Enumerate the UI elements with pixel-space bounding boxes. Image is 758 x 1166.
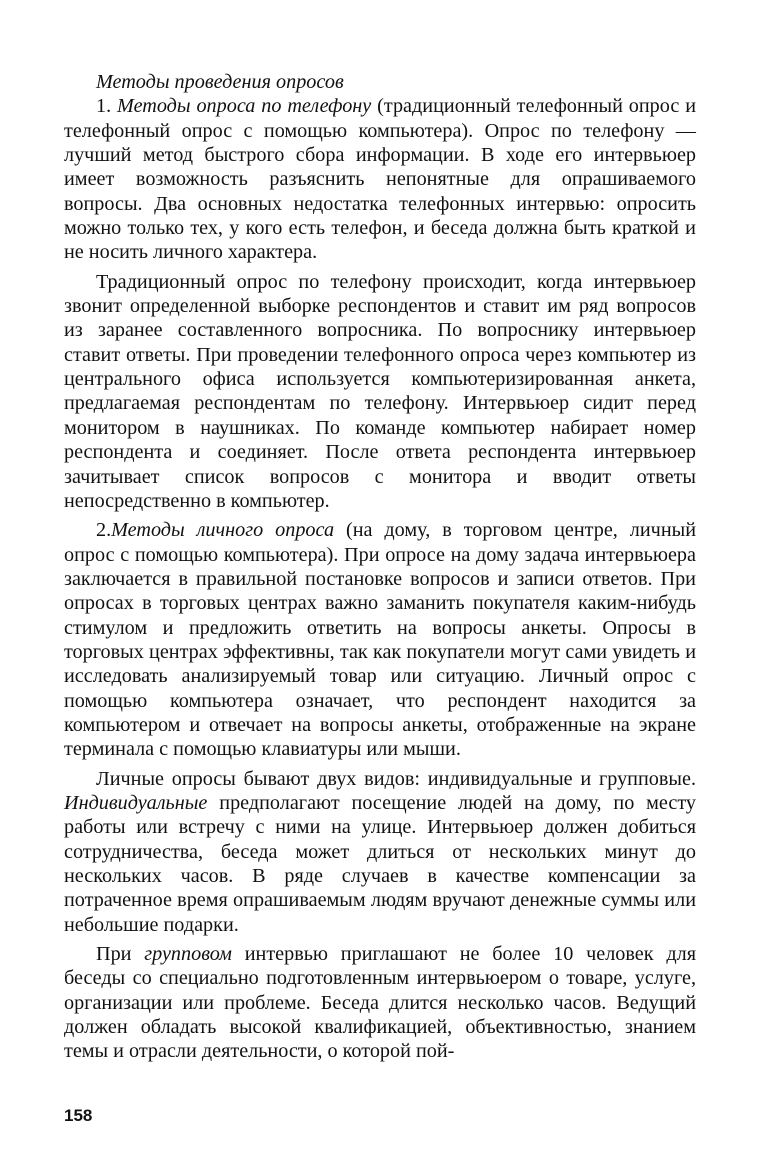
paragraph-group-interview bbox=[64, 942, 696, 1064]
paragraph-text: Традиционный опрос по телефону происходит, когда интервьюер звонит определенной выборке респондентов и ставит им ряд вопросов из заранее составленного вопросника. По вопроснику интервьюер ставит ответы. При проведении телефонного опроса через компьютер из центрального офиса используется компьютеризированная анкета, предлагаемая респондентам по телефону. Интервьюер сидит перед монитором в наушниках. По команде компьютер набирает номер респондента и соединяет. После ответа респондента интервьюер зачитывает список вопросов с монитора и вводит ответы непосредственно в компьютер. bbox=[64, 270, 696, 512]
paragraph-text: предполагают посещение людей на дому, по месту работы или встречу с ними на улице. Интервьюер должен добиться сотрудничества, беседа может длиться от нескольких минут до нескольких часов. В ряде случаев в качестве компенсации за потраченное время опрашиваемым людям вручают денежные суммы или небольшие подарки. bbox=[64, 791, 696, 936]
paragraph-lead: Личные опросы бывают двух видов: индивидуальные и групповые. bbox=[96, 767, 696, 790]
paragraph-italic-term: Методы личного опроса bbox=[111, 519, 335, 542]
paragraph-phone-methods bbox=[64, 94, 696, 264]
paragraph-lead: 1. bbox=[96, 95, 118, 118]
paragraph-text: (традиционный телефонный опрос и телефонный опрос с помощью компьютера). Опрос по телефону — лучший метод быстрого сбора информации. В ходе его интервьюер имеет возможность разъяснить непонятные для опрашиваемого вопросы. Два основных недостатка телефонных интервью: опросить можно только тех, у кого есть телефон, и беседа должна быть краткой и не носить личного характера. bbox=[64, 95, 697, 264]
paragraph-lead: При bbox=[96, 943, 145, 966]
paragraph-traditional-phone bbox=[64, 270, 696, 513]
paragraph-italic-term: групповом bbox=[144, 943, 232, 966]
paragraph-italic-term: Методы опроса по телефону bbox=[117, 95, 372, 118]
paragraph-lead: 2. bbox=[96, 519, 112, 542]
paragraph-personal-types bbox=[64, 767, 696, 937]
paragraph-text: (на дому, в торговом центре, личный опрос с помощью компьютера). При опросе на дому задача интервьюера заключается в правильной постановке вопросов и записи ответов. При опросах в торговых центрах важно заманить покупателя каким-нибудь стимулом и предложить ответить на вопросы анкеты. Опросы в торговых центрах эффективны, так как покупатели могут сами увидеть и исследовать анализируемый товар или ситуацию. Личный опрос с помощью компьютера означает, что респондент находится за компьютером и отвечает на вопросы анкеты, отображенные на экране терминала с помощью клавиатуры или мыши. bbox=[64, 519, 696, 761]
paragraph-italic-term: Индивидуальные bbox=[64, 791, 208, 814]
paragraph-text: интервью приглашают не более 10 человек для беседы со специально подготовленным интервьюером о товаре, услуге, организации или проблеме. Беседа длится несколько часов. Ведущий должен обладать высокой квалификацией, объективностью, знанием темы и отрасли деятельности, о которой пой- bbox=[64, 943, 696, 1063]
section-heading: Методы проведения опросов bbox=[96, 71, 344, 93]
page-body bbox=[64, 70, 696, 1064]
page-number: 158 bbox=[64, 1106, 93, 1125]
paragraph-personal-methods bbox=[64, 518, 696, 761]
